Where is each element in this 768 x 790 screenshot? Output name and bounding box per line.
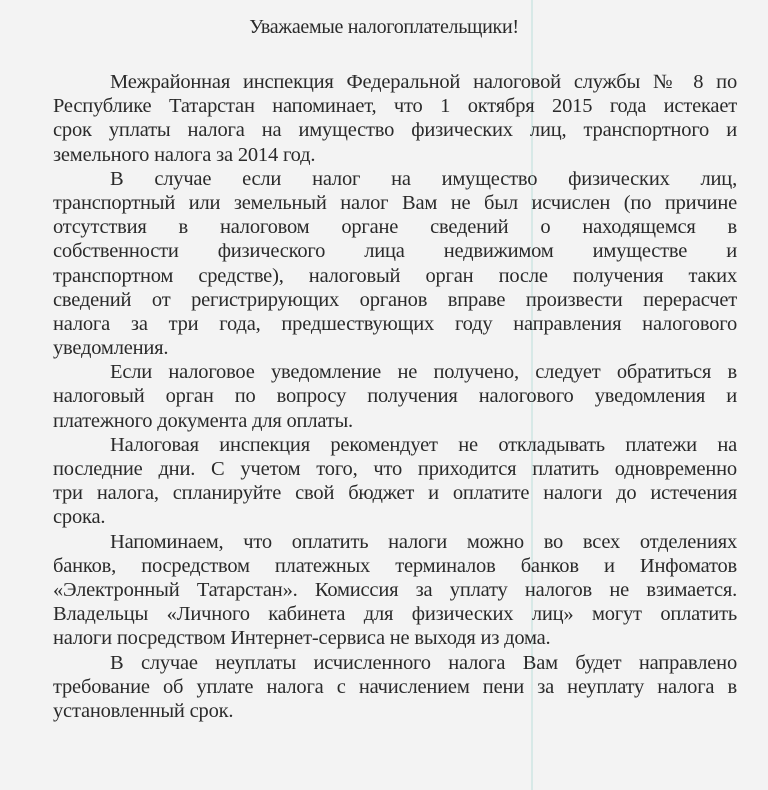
text-line: три налога, спланируйте свой бюджет и оплатите налоги до истечения xyxy=(53,482,737,505)
text-line: собственности физического лица недвижимом имуществе и xyxy=(53,240,737,263)
text-line: требование об уплате налога с начислением пени за неуплату налога в xyxy=(53,675,737,698)
text-line: срок уплаты налога на имущество физических лиц, транспортного и xyxy=(53,119,737,142)
text-line: В случае если налог на имущество физических лиц, xyxy=(110,167,737,190)
text-line: земельного налога за 2014 год. xyxy=(53,143,316,166)
paragraph-notification xyxy=(53,360,737,433)
text-line: Межрайонная инспекция Федеральной налоговой службы № 8 по xyxy=(110,71,737,93)
paragraph-penalty xyxy=(53,651,737,724)
text-line: банков, посредством платежных терминалов банков и Инфоматов xyxy=(53,554,737,577)
text-line: налоговый орган по вопросу получения налогового уведомления и xyxy=(53,385,737,408)
text-line: уведомления. xyxy=(53,337,169,360)
text-line: налога за три года, предшествующих году направления налогового xyxy=(53,312,737,335)
text-line: Налоговая инспекция рекомендует не откладывать платежи на xyxy=(110,433,737,456)
text-line: Напоминаем, что оплатить налоги можно во всех отделениях xyxy=(110,530,737,553)
paragraph-payment-methods xyxy=(53,530,737,651)
text-line: срока. xyxy=(53,506,106,529)
text-line: транспортном средстве), налоговый орган после получения таких xyxy=(53,264,737,287)
text-line: отсутствия в налоговом органе сведений о находящемся в xyxy=(53,216,737,239)
text-line: В случае неуплаты исчисленного налога Вам будет направлено xyxy=(110,651,737,674)
text-line: транспортный или земельный налог Вам не был исчислен (по причине xyxy=(53,191,737,214)
document-title: Уважаемые налогоплательщики! xyxy=(249,16,519,38)
text-line: Владельцы «Личного кабинета для физических лиц» могут оплатить xyxy=(53,603,737,626)
text-line: налоги посредством Интернет-сервиса не выходя из дома. xyxy=(53,627,551,650)
paragraph-recommendation xyxy=(53,433,737,530)
text-line: последние дни. С учетом того, что приходится платить одновременно xyxy=(53,458,737,480)
text-line: Если налоговое уведомление не получено, следует обратиться в xyxy=(110,361,737,384)
paragraph-deadline xyxy=(53,70,737,167)
text-line: установленный срок. xyxy=(53,699,234,722)
text-line: сведений от регистрирующих органов вправе произвести перерасчет xyxy=(53,288,737,311)
text-line: платежного документа для оплаты. xyxy=(53,409,353,432)
document-body xyxy=(53,70,737,723)
paragraph-recalculation xyxy=(53,167,737,361)
text-line: «Электронный Татарстан». Комиссия за уплату налогов не взимается. xyxy=(53,578,737,601)
text-line: Республике Татарстан напоминает, что 1 октября 2015 года истекает xyxy=(53,95,737,118)
